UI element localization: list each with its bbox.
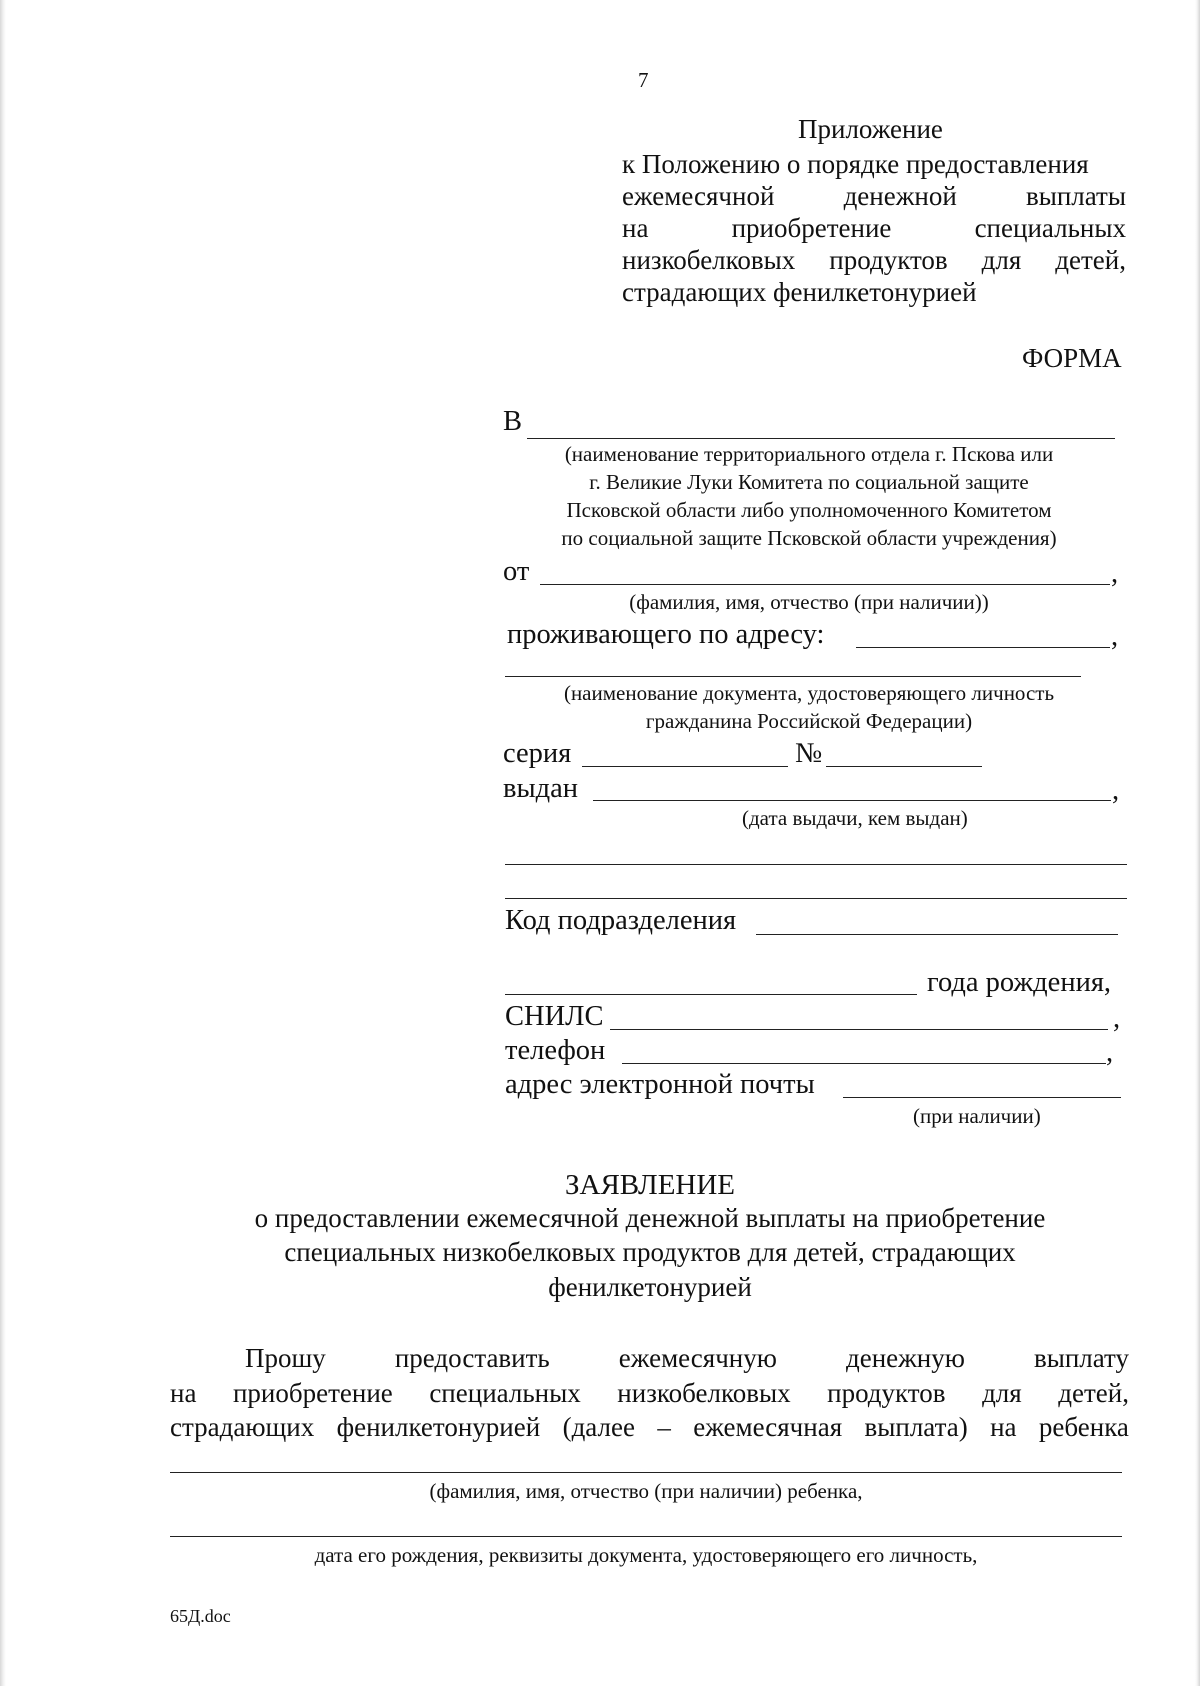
statement-subtitle-2: специальных низкобелковых продуктов для детей, страдающих	[284, 1237, 1016, 1267]
appendix-line-1-text: к Положению о порядке предоставления	[622, 149, 1089, 179]
address-comma: ,	[1111, 621, 1119, 652]
email-label: адрес электронной почты	[505, 1069, 815, 1100]
phone-label: телефон	[505, 1035, 606, 1066]
word: низкобелковых	[617, 1378, 791, 1408]
scan-edge-left	[0, 0, 6, 1686]
word: ребенка	[1038, 1412, 1129, 1442]
snils-comma: ,	[1113, 1003, 1121, 1034]
scan-edge-right	[1195, 0, 1200, 1686]
word: для	[981, 245, 1022, 275]
word: денежной	[843, 181, 957, 211]
to-field-line[interactable]	[527, 438, 1115, 439]
word: выплата)	[864, 1412, 968, 1442]
word: низкобелковых	[622, 245, 796, 275]
from-prefix: от	[503, 556, 530, 587]
series-label: серия	[503, 738, 572, 769]
statement-title-text: ЗАЯВЛЕНИЕ	[564, 1169, 736, 1201]
division-label: Код подразделения	[505, 905, 737, 936]
issued-extra-line-2[interactable]	[505, 898, 1127, 899]
issued-extra-line-1[interactable]	[505, 864, 1127, 865]
appendix-line-2	[622, 183, 1126, 210]
word: денежную	[845, 1343, 965, 1373]
word: ежемесячная	[693, 1412, 843, 1442]
word: специальных	[974, 213, 1126, 243]
appendix-line-3	[622, 215, 1126, 242]
form-label: ФОРМА	[1022, 343, 1122, 373]
to-prefix: В	[503, 406, 523, 437]
doc-hint-2: гражданина Российской Федерации)	[645, 709, 973, 733]
child-fio-hint: (фамилия, имя, отчество (при наличии) ребенка,	[429, 1479, 863, 1503]
word: страдающих	[170, 1412, 315, 1442]
word: на	[622, 213, 649, 243]
body-line-3	[170, 1414, 1129, 1441]
number-field-line[interactable]	[826, 766, 982, 767]
document-field-line[interactable]	[505, 676, 1081, 677]
word: предоставить	[394, 1343, 550, 1373]
fio-hint: (фамилия, имя, отчество (при наличии))	[629, 590, 989, 614]
appendix-line-4	[622, 247, 1126, 274]
org-hint-4: по социальной защите Псковской области учреждения)	[561, 526, 1057, 550]
word: –	[657, 1412, 671, 1442]
appendix-title: Приложение	[798, 114, 943, 144]
org-hint-1: (наименование территориального отдела г. Пскова или	[564, 442, 1054, 466]
doc-hint-1: (наименование документа, удостоверяющего личность	[563, 681, 1055, 705]
birth-label: года рождения,	[927, 967, 1112, 998]
child-birth-hint: дата его рождения, реквизиты документа, удостоверяющего его личность,	[314, 1543, 978, 1567]
snils-field-line[interactable]	[610, 1029, 1108, 1030]
address-label: проживающего по адресу:	[507, 619, 825, 650]
word: детей,	[1055, 245, 1126, 275]
word: на	[990, 1412, 1017, 1442]
statement-subtitle-3: фенилкетонурией	[548, 1272, 752, 1302]
issued-label: выдан	[503, 773, 579, 804]
word: фенилкетонурией	[336, 1412, 541, 1442]
word: для	[982, 1378, 1022, 1408]
word: приобретение	[731, 213, 892, 243]
child-birth-field-line[interactable]	[170, 1536, 1122, 1537]
statement-subtitle-1: о предоставлении ежемесячной денежной выплаты на приобретение	[254, 1203, 1046, 1233]
issued-field-line[interactable]	[593, 800, 1111, 801]
word: специальных	[429, 1378, 581, 1408]
word: выплату	[1033, 1343, 1129, 1373]
child-fio-field-line[interactable]	[170, 1472, 1122, 1473]
address-field-line[interactable]	[856, 647, 1110, 648]
series-field-line[interactable]	[582, 766, 788, 767]
footer-file-name: 65Д.doc	[170, 1606, 231, 1626]
fio-comma: ,	[1111, 558, 1119, 589]
org-hint-2: г. Великие Луки Комитета по социальной защите	[589, 470, 1029, 494]
word: продуктов	[827, 1378, 946, 1408]
phone-comma: ,	[1106, 1037, 1114, 1068]
appendix-line-1	[622, 151, 1126, 178]
division-field-line[interactable]	[756, 934, 1118, 935]
word: Прошу	[245, 1343, 326, 1373]
word: продуктов	[829, 245, 948, 275]
birth-year-field-line[interactable]	[505, 994, 917, 995]
page-number: 7	[638, 68, 649, 92]
fio-field-line[interactable]	[540, 584, 1110, 585]
word: приобретение	[232, 1378, 393, 1408]
email-field-line[interactable]	[843, 1097, 1121, 1098]
body-line-2	[170, 1380, 1129, 1407]
number-label: №	[795, 738, 823, 769]
word: (далее	[562, 1412, 635, 1442]
word: ежемесячной	[622, 181, 775, 211]
word: ежемесячную	[618, 1343, 777, 1373]
word: на	[170, 1378, 197, 1408]
org-hint-3: Псковской области либо уполномоченного Комитетом	[566, 498, 1052, 522]
email-hint: (при наличии)	[913, 1104, 1041, 1128]
snils-label: СНИЛС	[505, 1001, 604, 1032]
issued-hint: (дата выдачи, кем выдан)	[742, 806, 968, 830]
appendix-line-5: страдающих фенилкетонурией	[622, 277, 977, 307]
phone-field-line[interactable]	[622, 1063, 1106, 1064]
statement-title	[0, 1171, 1200, 1200]
body-line-1	[245, 1345, 1129, 1372]
issued-comma: ,	[1112, 775, 1120, 806]
word: детей,	[1058, 1378, 1129, 1408]
word: выплаты	[1025, 181, 1126, 211]
